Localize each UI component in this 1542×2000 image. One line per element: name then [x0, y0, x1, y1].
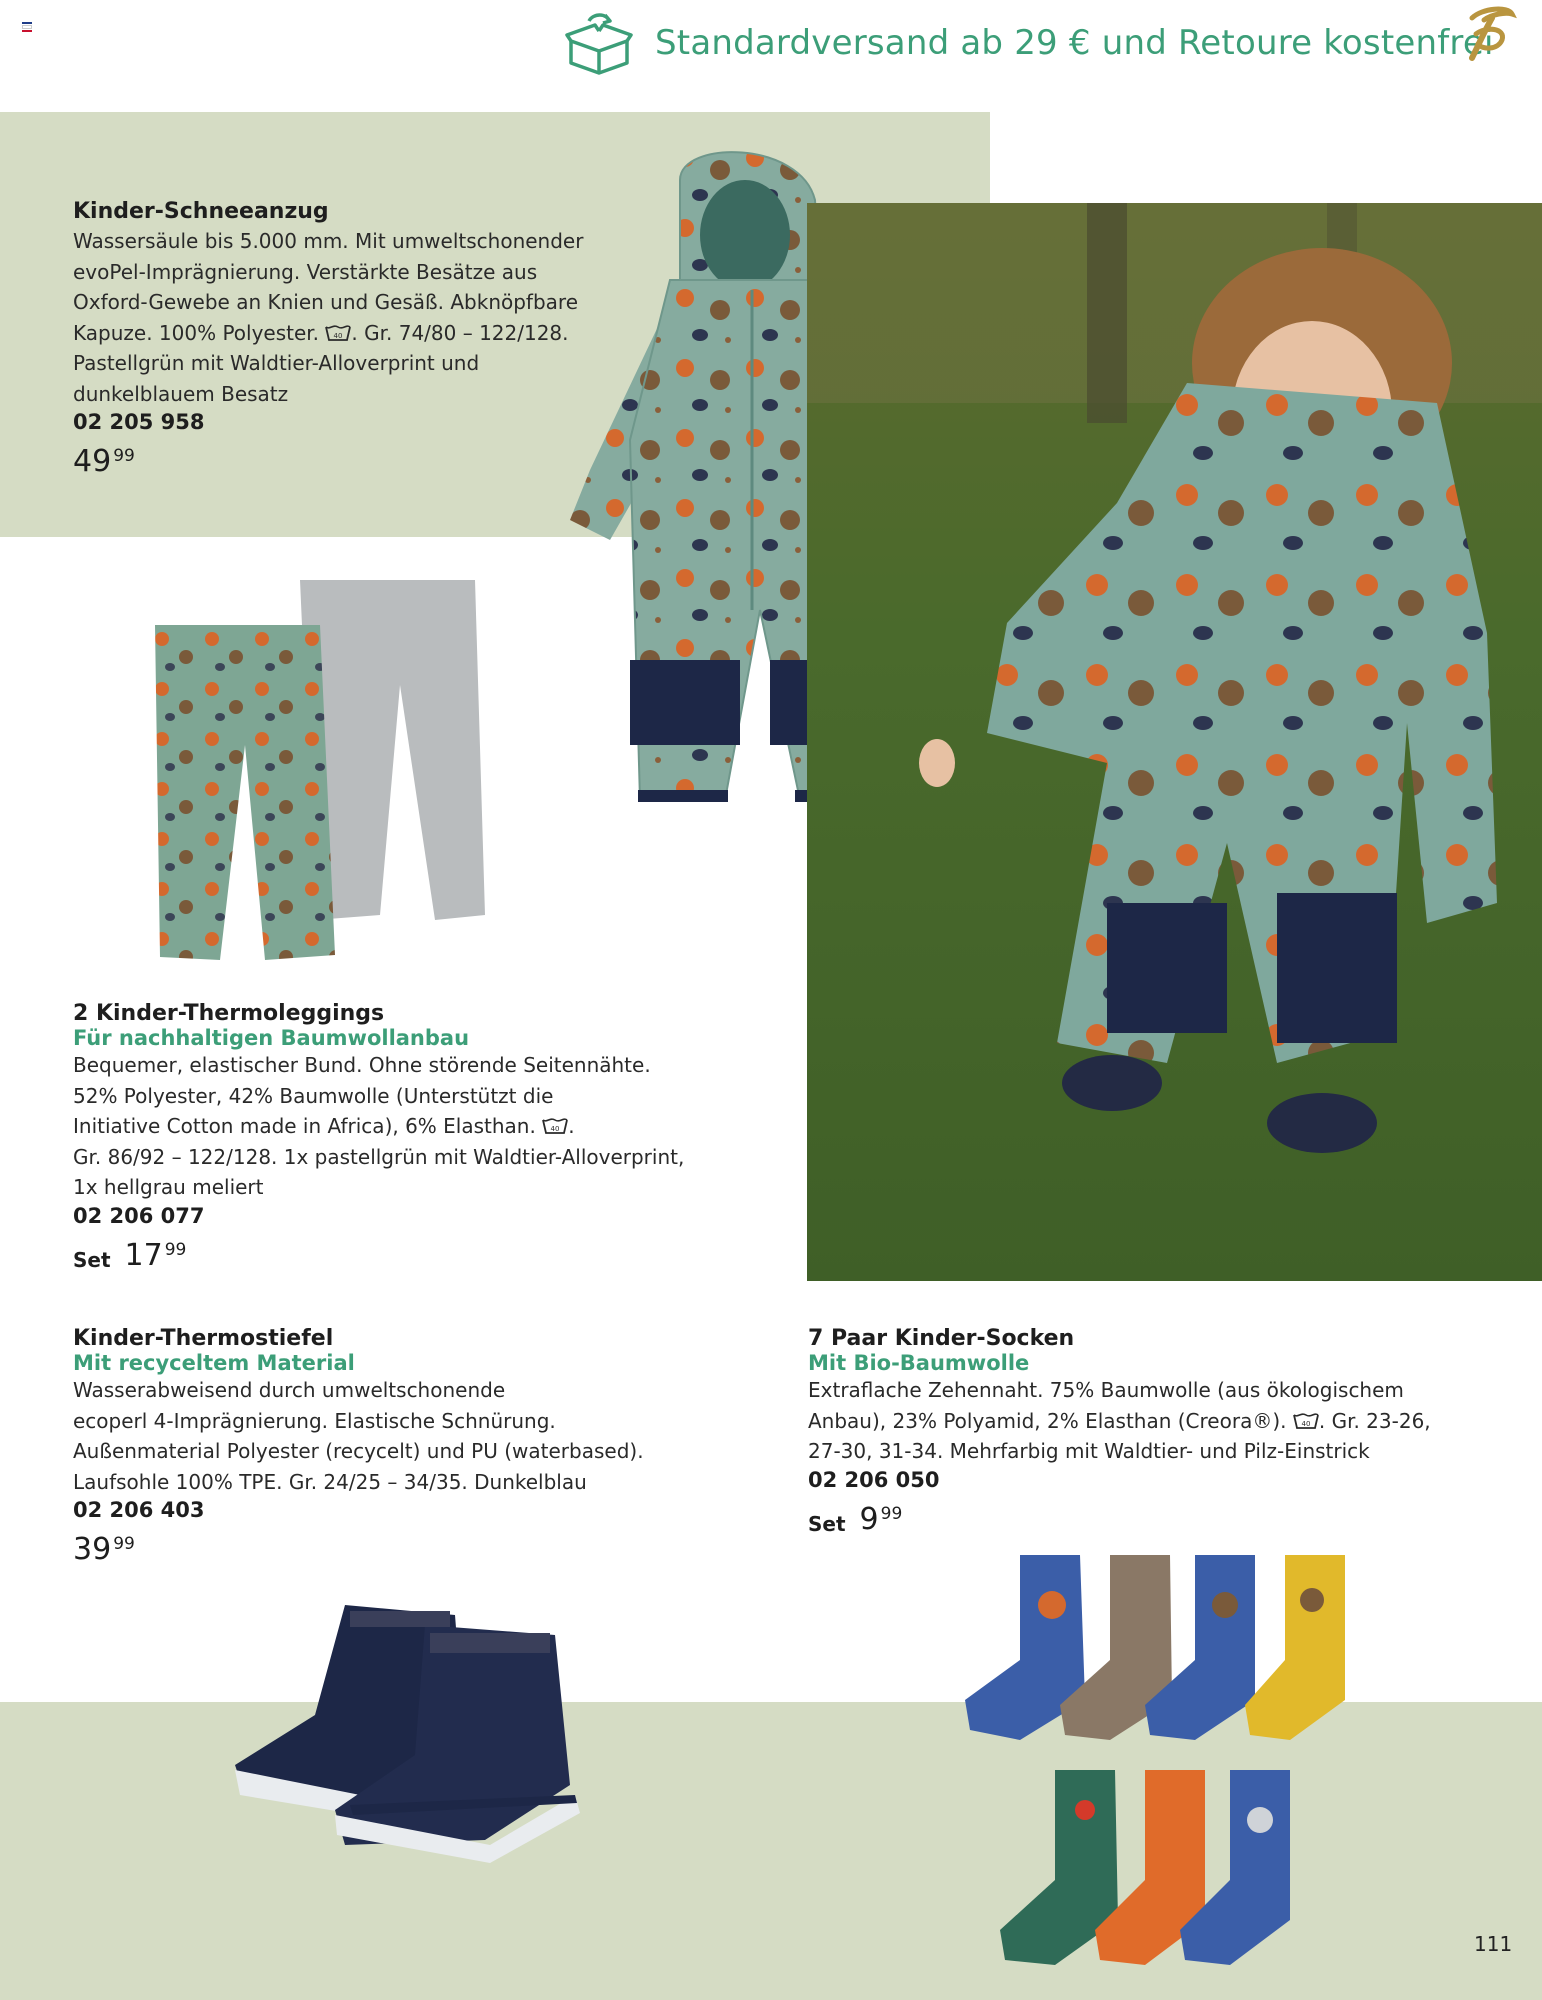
boots-info: [73, 1326, 773, 1567]
snowsuit-desc-line: evoPel-Imprägnierung. Verstärkte Besätze aus: [73, 259, 538, 284]
svg-text:40: 40: [550, 1125, 560, 1133]
boots-product-image: [225, 1595, 605, 1865]
boots-desc-line: ecoperl 4-Imprägnierung. Elastische Schnürung.: [73, 1408, 556, 1433]
leggings-desc-line: Gr. 86/92 – 122/128. 1x pastellgrün mit Waldtier-Alloverprint,: [73, 1144, 685, 1169]
boots-desc-line: Laufsohle 100% TPE. Gr. 24/25 – 34/35. Dunkelblau: [73, 1469, 587, 1494]
snowsuit-desc-line: Pastellgrün mit Waldtier-Alloverprint und: [73, 351, 480, 375]
snowsuit-desc-line: Kapuze. 100% Polyester. 40 . Gr. 74/80 – 122/128.: [73, 320, 569, 345]
leggings-subtitle: Für nachhaltigen Baumwollanbau: [73, 1026, 470, 1050]
leggings-article-number: 02 206 077: [73, 1203, 205, 1228]
snowsuit-title: Kinder-Schneeanzug: [73, 199, 329, 224]
socks-product-image: [960, 1550, 1360, 1990]
boots-title: Kinder-Thermostiefel: [73, 1326, 334, 1351]
svg-text:40: 40: [333, 331, 343, 340]
leggings-desc-line: 1x hellgrau meliert: [73, 1175, 264, 1199]
boots-subtitle: Mit recyceltem Material: [73, 1351, 355, 1375]
socks-info: [808, 1326, 1508, 1537]
brand-logo-icon: [1462, 4, 1518, 62]
svg-text:40: 40: [1301, 1419, 1311, 1428]
socks-desc-line: 27-30, 31-34. Mehrfarbig mit Waldtier- und Pilz-Einstrick: [808, 1439, 1370, 1463]
boots-price: 39 99: [73, 1532, 135, 1567]
leggings-price: Set 17 99: [73, 1237, 187, 1273]
shipping-banner: [565, 8, 1494, 78]
page-number: 111: [1474, 1932, 1513, 1956]
leggings-desc-line: Bequemer, elastischer Bund. Ohne störende Seitennähte.: [73, 1053, 651, 1077]
delivery-box-icon: [565, 11, 633, 75]
washing-care-icon: [542, 1117, 568, 1135]
leggings-info: [73, 1001, 773, 1273]
snowsuit-desc-line: Oxford-Gewebe an Knien und Gesäß. Abknöpfbare: [73, 290, 579, 314]
snowsuit-desc-line: dunkelblauem Besatz: [73, 381, 289, 406]
boots-article-number: 02 206 403: [73, 1498, 205, 1522]
sock-yellow-squirrel: [1245, 1555, 1345, 1740]
socks-subtitle: Mit Bio-Baumwolle: [808, 1351, 1030, 1375]
snowsuit-price: 49 99: [73, 444, 135, 479]
socks-article-number: 02 206 050: [808, 1467, 940, 1492]
leggings-product-image: [150, 575, 500, 965]
leggings-desc-line: 52% Polyester, 42% Baumwolle (Unterstützt die: [73, 1083, 554, 1108]
boots-desc-line: Wasserabweisend durch umweltschonende: [73, 1378, 506, 1402]
snowsuit-desc-line: Wassersäule bis 5.000 mm. Mit umweltschonender: [73, 229, 584, 253]
shipping-text: Standardversand ab 29 € und Retoure kostenfrei: [655, 23, 1494, 63]
washing-care-icon: [325, 324, 351, 342]
socks-title: 7 Paar Kinder-Socken: [808, 1326, 1075, 1351]
leggings-title: 2 Kinder-Thermoleggings: [73, 1001, 385, 1026]
socks-price: Set 9 99: [808, 1501, 903, 1537]
washing-care-icon: [1293, 1412, 1319, 1430]
kid-in-snowsuit-photo: [807, 203, 1542, 1281]
socks-desc-line: Extraflache Zehennaht. 75% Baumwolle (aus ökologischem: [808, 1378, 1404, 1402]
leggings-desc-line: Initiative Cotton made in Africa), 6% Elasthan. 40 .: [73, 1114, 575, 1138]
snowsuit-article-number: 02 205 958: [73, 410, 205, 434]
flag-icon: [22, 22, 32, 30]
boots-desc-line: Außenmaterial Polyester (recycelt) und PU (waterbased).: [73, 1439, 644, 1463]
socks-desc-line: Anbau), 23% Polyamid, 2% Elasthan (Creora®). 40 . Gr. 23-26,: [808, 1408, 1431, 1433]
